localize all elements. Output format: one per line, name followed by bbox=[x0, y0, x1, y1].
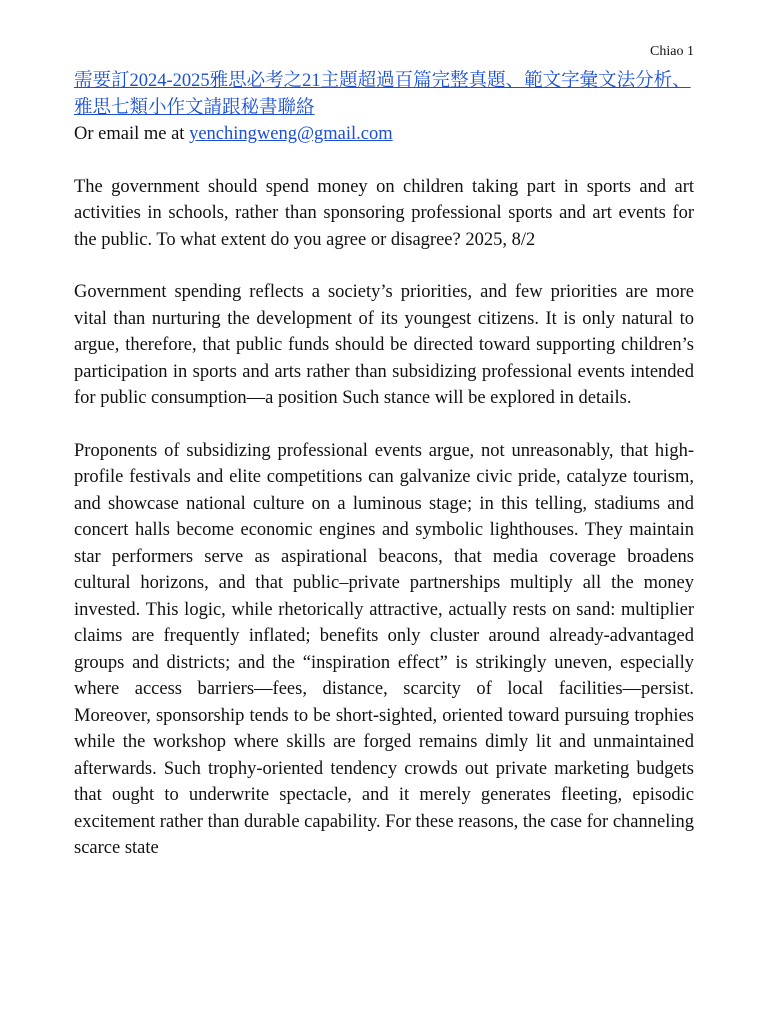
task-prompt: The government should spend money on children taking part in sports and art activities in schools, rather than sponsoring professional sports and art events for the public. To what extent do you agree or disagree? 2025, 8/2 bbox=[74, 176, 694, 250]
contact-prefix: Or email me at bbox=[74, 124, 190, 144]
essay-paragraph-body: Proponents of subsidizing professional events argue, not unreasonably, that high-profile festivals and elite competitions can galvanize civic pride, catalyze tourism, and showcase national culture on a luminous stage; in this telling, stadiums and concert halls become economic engines and symbolic lighthouses. They maintain star performers serve as aspirational beacons, that media coverage broadens cultural horizons, and that public–private partnerships multiply all the money invested. This logic, while rhetorically attractive, actually rests on sand: multiplier claims are frequently inflated; benefits only cluster around already-advantaged groups and districts; and the “inspiration effect” is strikingly uneven, especially where access barriers—fees, distance, scarcity of local facilities—persist. Moreover, sponsorship tends to be short-sighted, oriented toward pursuing trophies while the workshop where skills are forged remains dimly lit and unmaintained afterwards. Such trophy-oriented tendency crowds out private marketing budgets that ought to underwrite spectacle, and it merely generates fleeting, episodic excitement rather than durable capability. For these reasons, the case for channeling scarce state bbox=[74, 440, 694, 858]
document-body bbox=[74, 68, 694, 862]
running-head: Chiao 1 bbox=[650, 44, 694, 59]
promo-paragraph bbox=[74, 68, 694, 121]
promo-link[interactable]: 需要訂2024-2025雅思必考之21主題超過百篇完整真題、範文字彙文法分析、雅思七類小作文請跟秘書聯絡 bbox=[74, 71, 691, 118]
email-link[interactable]: yenchingweng@gmail.com bbox=[189, 124, 393, 144]
contact-line bbox=[74, 121, 694, 148]
essay-paragraph-intro: Government spending reflects a society’s priorities, and few priorities are more vital than nurturing the development of its youngest citizens. It is only natural to argue, therefore, that public funds should be directed toward supporting children’s participation in sports and arts rather than subsidizing professional events intended for public consumption—a position Such stance will be explored in details. bbox=[74, 282, 694, 408]
